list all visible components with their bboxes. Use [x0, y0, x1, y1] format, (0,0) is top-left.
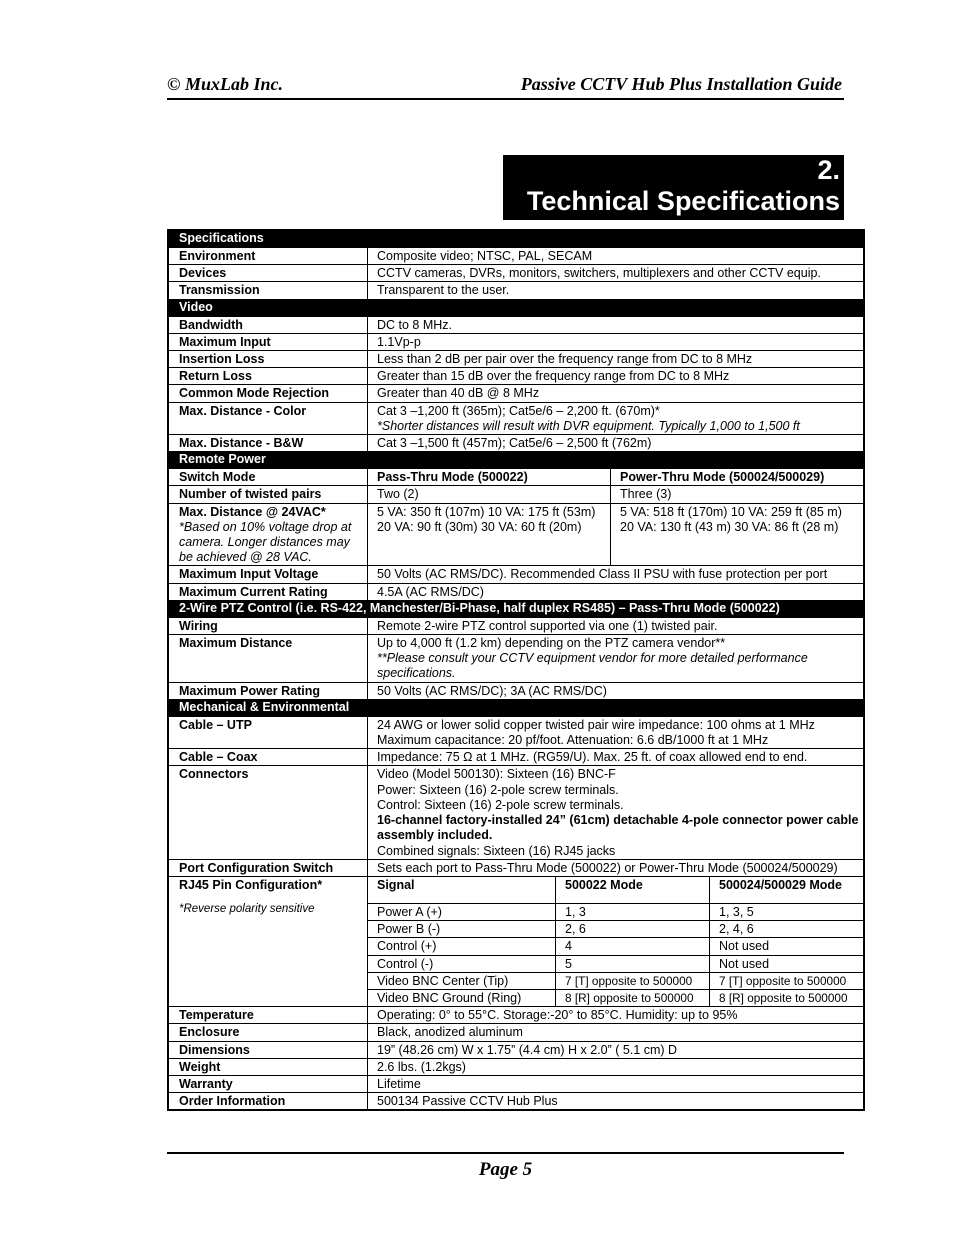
- pin-cell: 5: [556, 956, 710, 972]
- row-value: Lifetime: [377, 1076, 421, 1091]
- table-row: [169, 317, 863, 334]
- table-row: [169, 1093, 863, 1109]
- table-row: [169, 403, 863, 435]
- pin-cell: 1, 3, 5: [719, 904, 754, 919]
- pin-row: [368, 921, 863, 938]
- table-row: [169, 1076, 863, 1093]
- table-row: [169, 584, 863, 601]
- row-label: Cable – Coax: [169, 749, 368, 765]
- row-label: Devices: [169, 265, 368, 281]
- mode-b-header: Power-Thru Mode (500024/500029): [620, 470, 825, 485]
- page-number: Page 5: [478, 1159, 533, 1180]
- mode-a-value: [368, 504, 611, 566]
- row-label: Number of twisted pairs: [169, 486, 368, 502]
- pin-cell: Control (-): [368, 956, 556, 972]
- value-line: 16-channel factory-installed 24” (61cm) detachable 4-pole connector power cable assembly included.: [377, 813, 859, 843]
- value-line: Power: Sixteen (16) 2-pole screw terminals.: [377, 782, 619, 797]
- mode-a-header: Pass-Thru Mode (500022): [368, 469, 611, 485]
- row-value: [368, 717, 863, 748]
- row-value: 500134 Passive CCTV Hub Plus: [377, 1094, 558, 1109]
- pin-cell: 7 [T] opposite to 500000: [719, 973, 847, 988]
- value-line: 24 AWG or lower solid copper twisted pair wire impedance: 100 ohms at 1 MHz: [377, 717, 815, 732]
- table-row: [169, 766, 863, 859]
- table-row: [169, 1024, 863, 1041]
- row-value: Black, anodized aluminum: [377, 1025, 523, 1040]
- row-label: Dimensions: [169, 1042, 368, 1058]
- pin-cell: 4: [556, 938, 710, 954]
- row-label: Maximum Input: [169, 334, 368, 350]
- table-row: [169, 1059, 863, 1076]
- pin-cell: Video BNC Ground (Ring): [368, 990, 556, 1006]
- section-heading: [503, 155, 844, 220]
- value-note: *Shorter distances will result with DVR equipment. Typically 1,000 to 1,500 ft: [377, 418, 800, 433]
- pin-cell: Control (+): [368, 938, 556, 954]
- pin-header: 500024/500029 Mode: [719, 877, 843, 892]
- pin-cell: Video BNC Center (Tip): [368, 973, 556, 989]
- table-row: [169, 1007, 863, 1024]
- band-remote-power: Remote Power: [169, 452, 863, 469]
- row-label: Maximum Power Rating: [169, 683, 368, 699]
- row-value: Greater than 40 dB @ 8 MHz: [377, 386, 540, 401]
- table-row: [169, 566, 863, 583]
- spec-table: [167, 229, 865, 1111]
- row-label: Weight: [169, 1059, 368, 1075]
- pin-cell: 1, 3: [556, 904, 710, 920]
- pin-cell: Not used: [719, 956, 770, 971]
- row-label: Temperature: [169, 1007, 368, 1023]
- value-line: Control: Sixteen (16) 2-pole screw terminals.: [377, 797, 624, 812]
- row-value: [368, 766, 863, 858]
- page-header: [167, 74, 844, 100]
- row-label: Maximum Input Voltage: [169, 566, 368, 582]
- pin-row: [368, 956, 863, 973]
- table-row: [169, 860, 863, 877]
- pin-cell: Power A (+): [368, 904, 556, 920]
- row-value: Impedance: 75 Ω at 1 MHz. (RG59/U). Max. 25 ft. of coax allowed end to end.: [377, 750, 808, 765]
- pin-header: Signal: [368, 877, 556, 903]
- value-line: 20 VA: 90 ft (30m) 30 VA: 60 ft (20m): [377, 519, 582, 534]
- row-value: [368, 635, 863, 682]
- value-line: 5 VA: 350 ft (107m) 10 VA: 175 ft (53m): [377, 504, 596, 519]
- row-label: [169, 504, 368, 566]
- band-video: Video: [169, 300, 863, 317]
- row-value: 2.6 lbs. (1.2kgs): [377, 1059, 466, 1074]
- pin-cell: 2, 4, 6: [719, 922, 754, 937]
- label-note: *Reverse polarity sensitive: [179, 903, 315, 916]
- row-value: 50 Volts (AC RMS/DC); 3A (AC RMS/DC): [377, 683, 607, 698]
- table-row: [169, 435, 863, 452]
- value-line: 5 VA: 518 ft (170m) 10 VA: 259 ft (85 m): [620, 504, 842, 519]
- pin-table: [368, 877, 863, 1006]
- pin-row: [368, 904, 863, 921]
- row-label: Bandwidth: [169, 317, 368, 333]
- mode-b-value: [611, 504, 863, 566]
- pin-cell: 8 [R] opposite to 500000: [556, 990, 710, 1006]
- pin-row: [368, 938, 863, 955]
- header-company: © MuxLab Inc.: [167, 74, 283, 94]
- row-label: Common Mode Rejection: [169, 385, 368, 401]
- pin-cell: 2, 6: [556, 921, 710, 937]
- pin-cell: Power B (-): [368, 921, 556, 937]
- row-label: Insertion Loss: [169, 351, 368, 367]
- value-line: 20 VA: 130 ft (43 m) 30 VA: 86 ft (28 m): [620, 519, 839, 534]
- row-value: 4.5A (AC RMS/DC): [377, 584, 484, 599]
- row-value: Greater than 15 dB over the frequency range from DC to 8 MHz: [377, 369, 730, 384]
- table-row: [169, 635, 863, 683]
- pin-row: [368, 990, 863, 1006]
- row-label: Transmission: [169, 282, 368, 298]
- row-label: Max. Distance - B&W: [169, 435, 368, 451]
- pin-header-row: [368, 877, 863, 904]
- row-value: Less than 2 dB per pair over the frequency range from DC to 8 MHz: [377, 352, 753, 367]
- table-row: [169, 351, 863, 368]
- table-row: [169, 1042, 863, 1059]
- pin-header: 500022 Mode: [556, 877, 710, 903]
- table-row: [169, 504, 863, 567]
- row-value: [368, 403, 863, 434]
- table-row: [169, 385, 863, 402]
- row-value: CCTV cameras, DVRs, monitors, switchers, multiplexers and other CCTV equip.: [377, 266, 821, 281]
- value-line: Up to 4,000 ft (1.2 km) depending on the PTZ camera vendor**: [377, 636, 726, 651]
- row-label: [169, 877, 368, 1006]
- mode-a-value: Two (2): [368, 486, 611, 502]
- row-label: Cable – UTP: [169, 717, 368, 748]
- label-text: Max. Distance @ 24VAC*: [179, 504, 326, 519]
- row-value: 50 Volts (AC RMS/DC). Recommended Class II PSU with fuse protection per port: [377, 567, 828, 582]
- band-mechanical: Mechanical & Environmental: [169, 700, 863, 717]
- value-line: Cat 3 –1,200 ft (365m); Cat5e/6 – 2,200 ft. (670m)*: [377, 403, 660, 418]
- row-value: Sets each port to Pass-Thru Mode (500022) or Power-Thru Mode (500024/500029): [377, 860, 838, 875]
- pin-row: [368, 973, 863, 990]
- table-row: [169, 334, 863, 351]
- pin-cell: 7 [T] opposite to 500000: [556, 973, 710, 989]
- pin-cell: Not used: [719, 939, 770, 954]
- section-number: 2.: [817, 155, 840, 185]
- row-label: Warranty: [169, 1076, 368, 1092]
- table-row: [169, 368, 863, 385]
- pin-cell: 8 [R] opposite to 500000: [719, 990, 848, 1005]
- mode-b-value: Three (3): [620, 487, 672, 502]
- label-note: *Based on 10% voltage drop at camera. Longer distances may be achieved @ 28 VAC.: [179, 519, 352, 565]
- row-value: Operating: 0° to 55°C. Storage:-20° to 85°C. Humidity: up to 95%: [377, 1008, 738, 1023]
- table-row: [169, 749, 863, 766]
- table-row: [169, 877, 863, 1007]
- table-row: [169, 469, 863, 486]
- row-label: Port Configuration Switch: [169, 860, 368, 876]
- row-value: Transparent to the user.: [377, 283, 510, 298]
- row-value: Remote 2-wire PTZ control supported via one (1) twisted pair.: [377, 618, 718, 633]
- row-value: 1.1Vp-p: [377, 334, 421, 349]
- value-line: Video (Model 500130): Sixteen (16) BNC-F: [377, 767, 616, 782]
- row-label: Return Loss: [169, 368, 368, 384]
- row-value: 19” (48.26 cm) W x 1.75” (4.4 cm) H x 2.0” ( 5.1 cm) D: [377, 1042, 678, 1057]
- row-label: Max. Distance - Color: [169, 403, 368, 434]
- table-row: [169, 717, 863, 749]
- row-label: Wiring: [169, 618, 368, 634]
- row-label: Connectors: [169, 766, 368, 858]
- table-row: [169, 282, 863, 299]
- row-value: DC to 8 MHz.: [377, 317, 453, 332]
- table-row: [169, 486, 863, 503]
- band-ptz: 2-Wire PTZ Control (i.e. RS-422, Manchester/Bi-Phase, half duplex RS485) – Pass-Thru Mode (500022): [169, 601, 863, 618]
- section-title: Technical Specifications: [526, 186, 840, 216]
- row-value: Cat 3 –1,500 ft (457m); Cat5e/6 – 2,500 ft (762m): [377, 436, 652, 451]
- page-footer: [167, 1152, 844, 1181]
- value-note: **Please consult your CCTV equipment vendor for more detailed performance specifications.: [377, 651, 808, 681]
- table-row: [169, 683, 863, 700]
- row-label: Enclosure: [169, 1024, 368, 1040]
- row-value: Composite video; NTSC, PAL, SECAM: [377, 249, 593, 263]
- row-label: Switch Mode: [169, 469, 368, 485]
- row-label: Environment: [169, 248, 368, 264]
- row-label: Maximum Current Rating: [169, 584, 368, 600]
- value-line: Maximum capacitance: 20 pf/foot. Attenuation: 6.6 dB/1000 ft at 1 MHz: [377, 733, 769, 748]
- label-text: RJ45 Pin Configuration*: [179, 877, 323, 892]
- table-row: [169, 248, 863, 265]
- table-row: [169, 265, 863, 282]
- row-label: Maximum Distance: [169, 635, 368, 682]
- header-guide-title: Passive CCTV Hub Plus Installation Guide: [520, 74, 842, 94]
- table-row: [169, 618, 863, 635]
- row-label: Order Information: [169, 1093, 368, 1109]
- value-line: Combined signals: Sixteen (16) RJ45 jacks: [377, 843, 616, 858]
- band-specifications: Specifications: [169, 231, 863, 248]
